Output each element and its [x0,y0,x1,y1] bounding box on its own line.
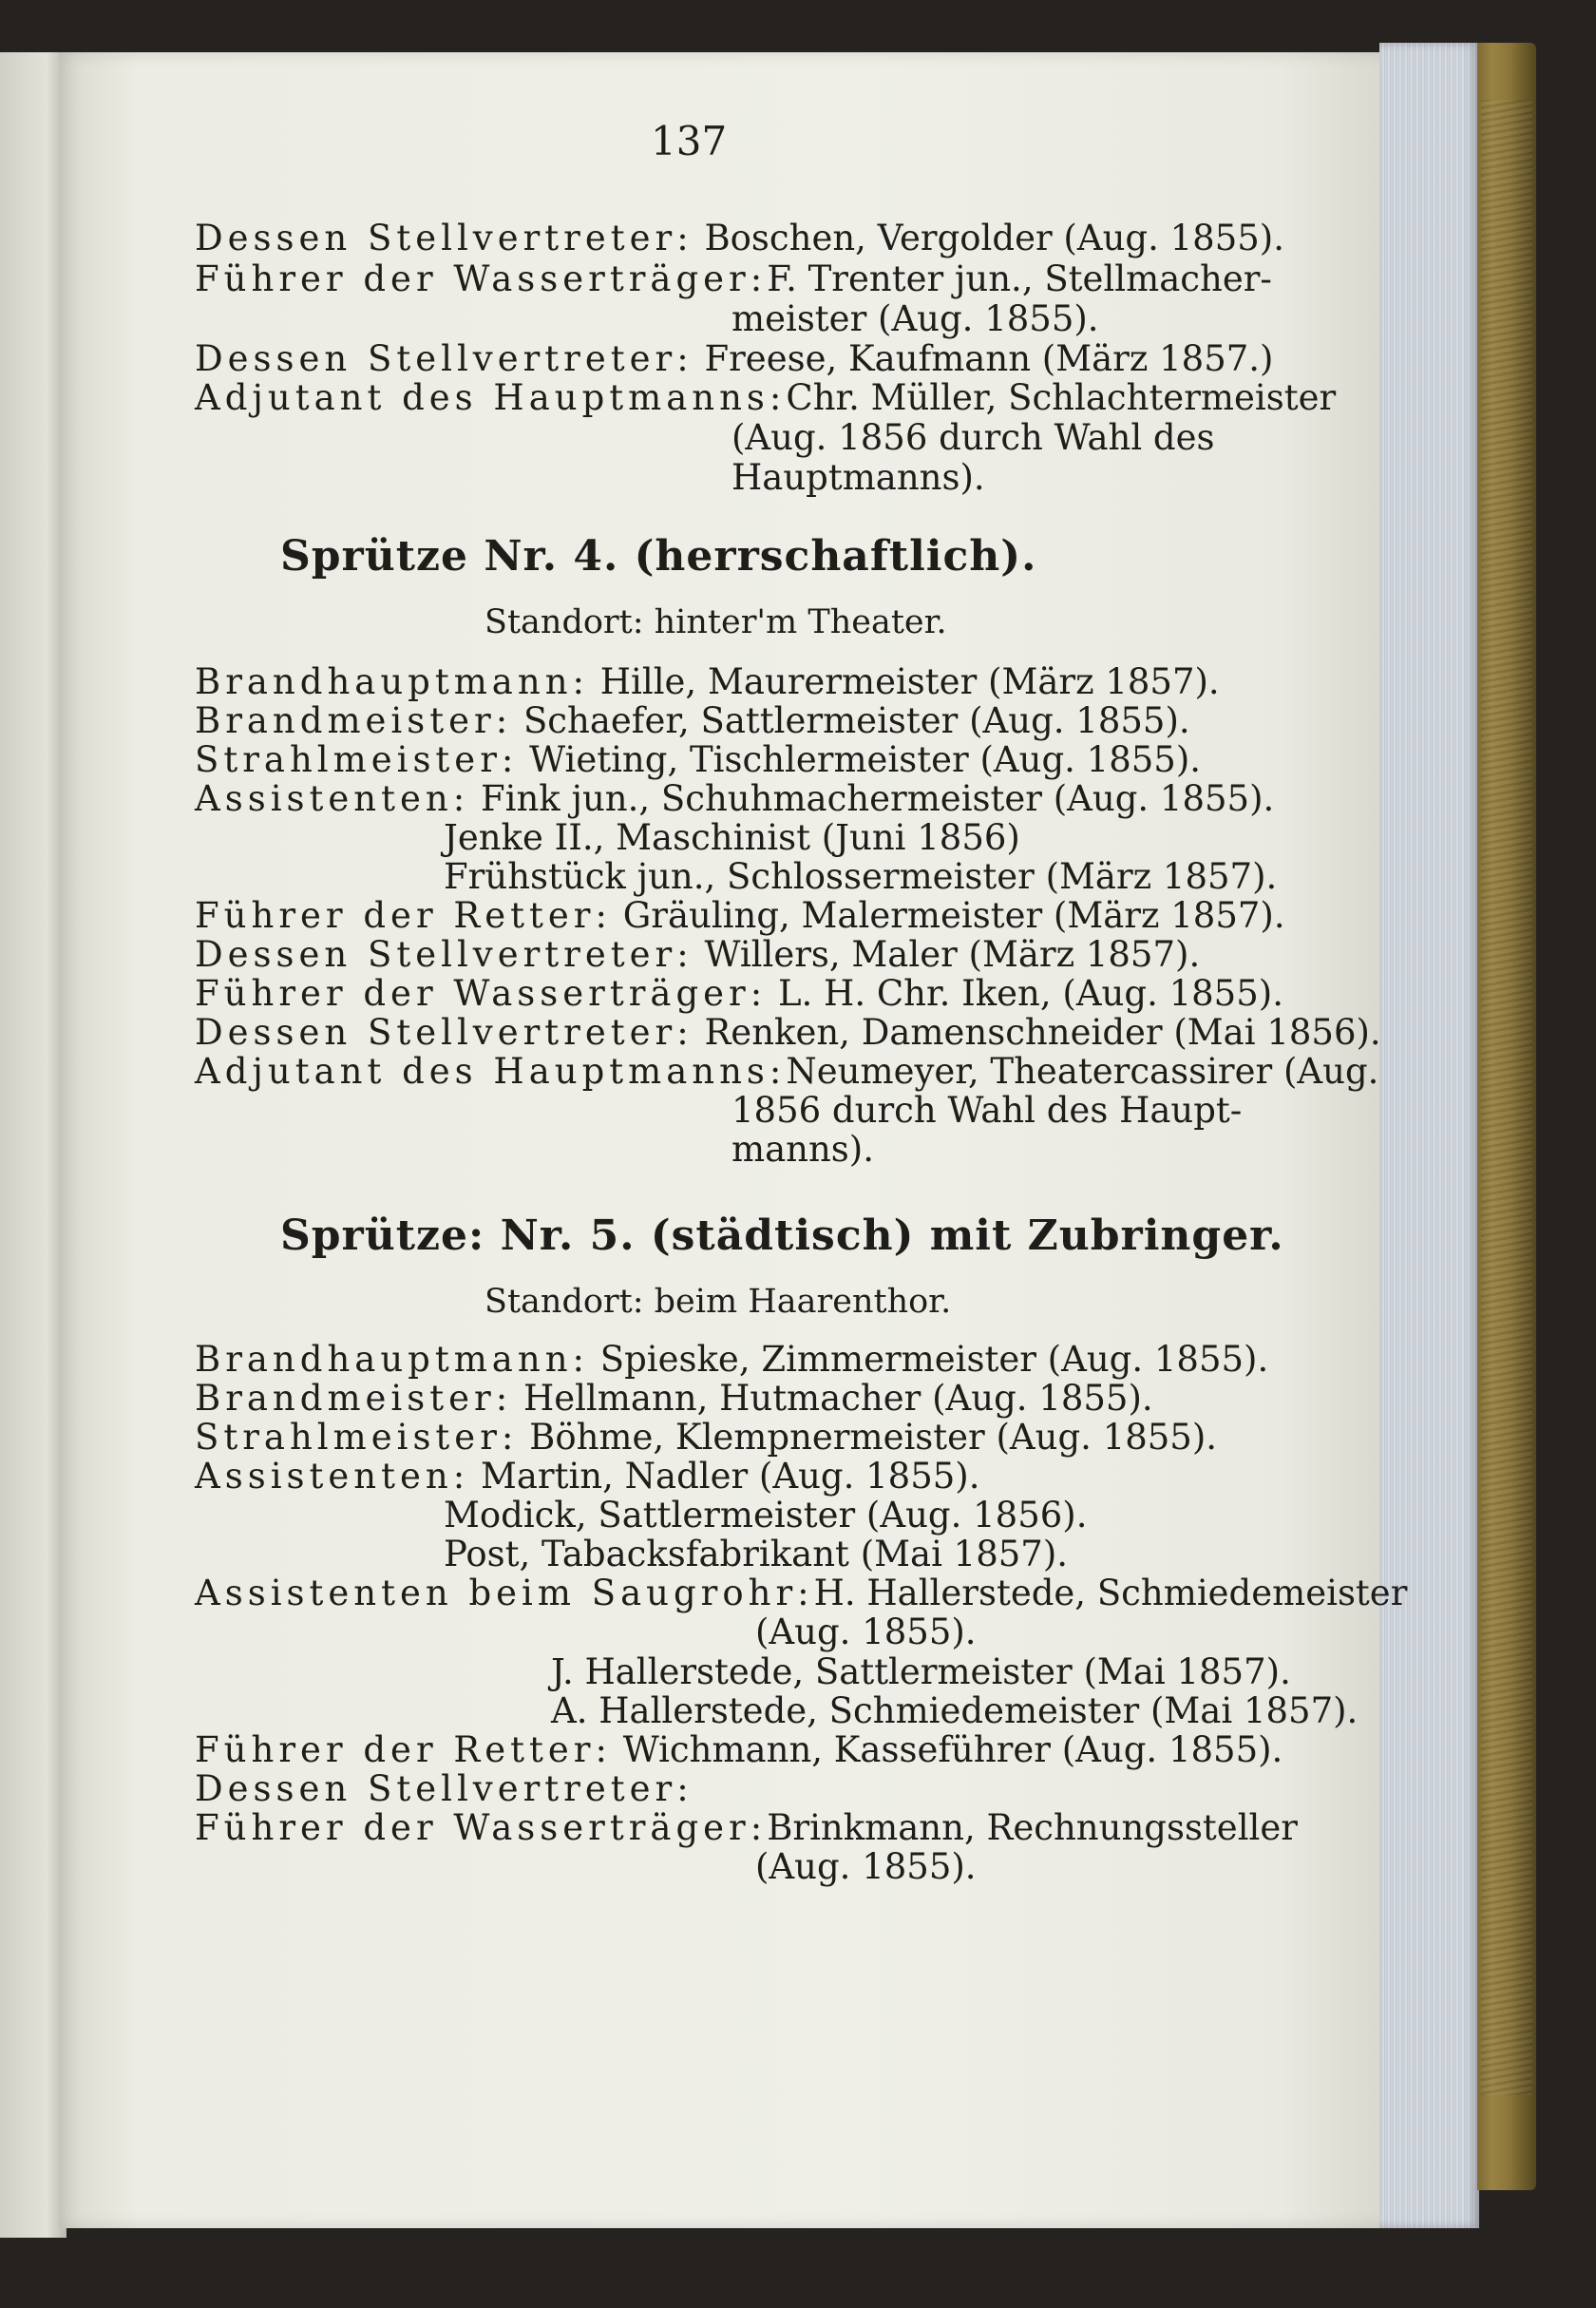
entry-line [195,1379,1153,1418]
entry-line [195,1457,980,1496]
entry-value: Post, Tabacksfabrikant (Mai 1857). [444,1534,1069,1574]
entry-line [195,1051,1379,1092]
entry-value: Jenke II., Maschinist (Juni 1856) [444,817,1020,858]
entry-label: Assistenten beim Saugrohr: [195,1573,814,1613]
entry-label: Brandhauptmann: [195,1339,589,1380]
entry-line [195,701,1190,740]
entry-line [195,1418,1217,1457]
page-text [195,0,1408,2308]
entry-value: F. Trenter jun., Stellmacher- [767,258,1272,299]
entry-label: Führer der Retter: [195,895,612,936]
entry-continuation: 1856 durch Wahl des Haupt- [732,1090,1243,1131]
book-cover-edge [1477,43,1536,2190]
section-location: Standort: hinter'm Theater. [484,603,947,641]
entry-value: Frühstück jun., Schlossermeister (März 1857). [444,856,1278,897]
entry-value: Schaefer, Sattlermeister (Aug. 1855). [522,700,1190,741]
entry-value: J. Hallerstede, Sattlermeister (Mai 1857). [551,1651,1291,1692]
entry-label: Assistenten: [195,1456,470,1497]
entry-value: Gräuling, Malermeister (März 1857). [622,895,1285,936]
section-heading: Sprütze: Nr. 5. (städtisch) mit Zubringer. [280,1211,1284,1260]
entry-label: Brandmeister: [195,700,513,741]
entry-line [195,1340,1268,1379]
entry-line [195,935,1200,974]
entry-label: Führer der Retter: [195,1729,612,1770]
entry-value: Boschen, Vergolder (Aug. 1855). [704,218,1284,258]
entry-value: A. Hallerstede, Schmiedemeister (Mai 1857). [551,1690,1358,1731]
entry-continuation: manns). [732,1129,874,1170]
entry-label: Dessen Stellvertreter: [195,1012,694,1053]
entry-line [195,339,1273,378]
entry-label: Führer der Wasserträger: [195,973,768,1014]
entry-line [195,1013,1381,1052]
entry-line [195,896,1285,935]
page-number: 137 [651,118,728,164]
entry-label: Dessen Stellvertreter: [195,338,694,379]
entry-value: Brinkmann, Rechnungssteller [767,1807,1298,1848]
entry-line [195,779,1274,818]
entry-continuation: (Aug. 1855). [755,1612,977,1652]
section-location: Standort: beim Haarenthor. [484,1283,952,1321]
entry-label: Adjutant des Hauptmanns: [195,1051,787,1092]
entry-value: Wichmann, Kasseführer (Aug. 1855). [622,1729,1283,1770]
entry-value: Neumeyer, Theatercassirer (Aug. [786,1051,1379,1092]
entry-label: Dessen Stellvertreter: [195,218,694,258]
entry-value: Chr. Müller, Schlachtermeister [786,377,1337,418]
entry-line [195,740,1201,779]
entry-line [195,662,1220,701]
entry-value: Hellmann, Hutmacher (Aug. 1855). [522,1378,1153,1419]
page-block-edge [1379,43,1479,2228]
entry-line [195,258,1272,299]
entry-label: Assistenten: [195,778,470,819]
entry-label: Strahlmeister: [195,1417,519,1458]
entry-line [195,1807,1298,1848]
entry-label: Brandhauptmann: [195,661,589,702]
entry-label: Brandmeister: [195,1378,513,1419]
entry-line [195,377,1337,418]
entry-label: Dessen Stellvertreter: [195,1768,694,1809]
entry-line [195,974,1283,1013]
entry-continuation: Hauptmanns). [732,457,985,498]
entry-line [195,1730,1282,1769]
entry-value: Böhme, Klempnermeister (Aug. 1855). [529,1417,1218,1458]
entry-value: Fink jun., Schuhmachermeister (Aug. 1855). [480,778,1275,819]
facing-page-edge [0,52,66,2238]
entry-value: Wieting, Tischlermeister (Aug. 1855). [529,739,1202,780]
entry-value: Modick, Sattlermeister (Aug. 1856). [444,1495,1088,1535]
section-heading: Sprütze Nr. 4. (herrschaftlich). [280,532,1037,581]
entry-continuation: (Aug. 1856 durch Wahl des [732,417,1215,458]
entry-value: Freese, Kaufmann (März 1857.) [704,338,1274,379]
entry-value: Willers, Maler (März 1857). [704,934,1201,975]
entry-value: H. Hallerstede, Schmiedemeister [813,1573,1408,1613]
entry-line [195,1769,694,1808]
entry-label: Führer der Wasserträger: [195,258,768,299]
entry-label: Führer der Wasserträger: [195,1807,768,1848]
entry-value: L. H. Chr. Iken, (Aug. 1855). [777,973,1283,1014]
entry-line [195,219,1284,258]
entry-label: Adjutant des Hauptmanns: [195,377,787,418]
entry-line [195,1573,1408,1613]
entry-continuation: meister (Aug. 1855). [732,298,1099,339]
entry-label: Dessen Stellvertreter: [195,934,694,975]
entry-value: Hille, Maurermeister (März 1857). [599,661,1220,702]
entry-value: Martin, Nadler (Aug. 1855). [480,1456,980,1497]
entry-continuation: (Aug. 1855). [755,1846,977,1887]
entry-value: Spieske, Zimmermeister (Aug. 1855). [599,1339,1269,1380]
entry-label: Strahlmeister: [195,739,519,780]
entry-value: Renken, Damenschneider (Mai 1856). [704,1012,1381,1053]
